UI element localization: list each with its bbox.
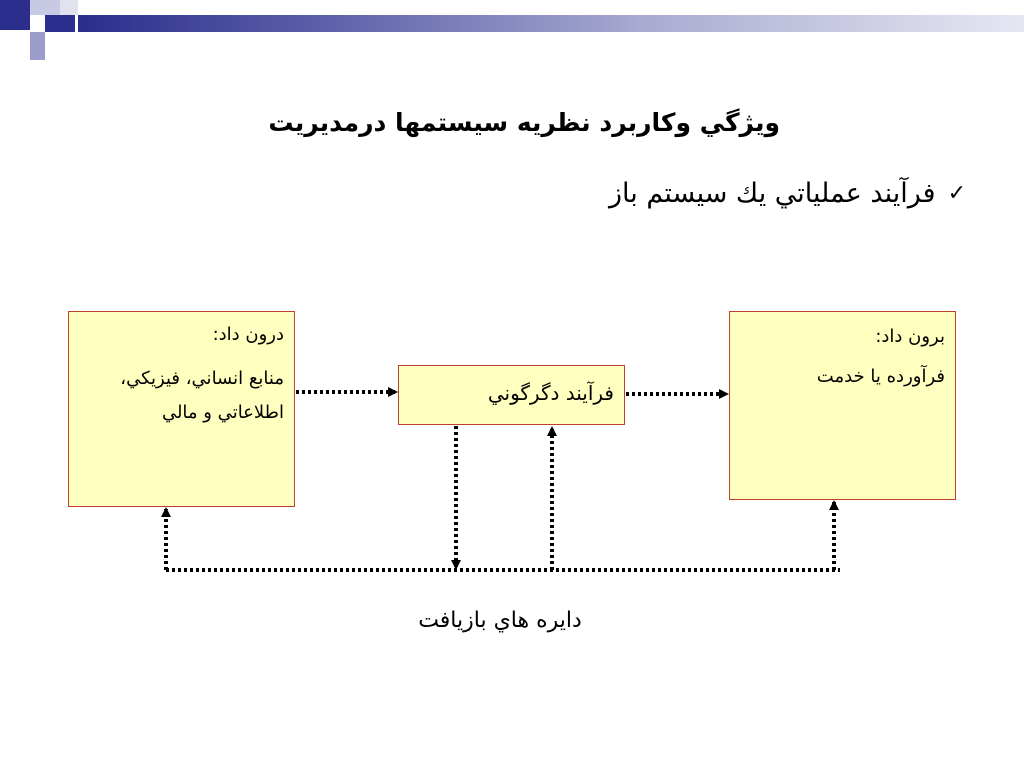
output-box-heading: برون داد: — [875, 326, 945, 347]
process-box — [398, 365, 625, 425]
input-box-heading: درون داد: — [212, 324, 284, 345]
bullet-text: فرآيند عملياتي يك سيستم باز — [609, 178, 936, 209]
check-icon: ✓ — [947, 180, 966, 206]
output-box — [729, 311, 956, 500]
slide-title: ويژگي وكاربرد نظريه سيستمها درمديريت — [268, 108, 780, 137]
input-box — [68, 311, 295, 507]
input-box-body — [75, 362, 284, 430]
process-box-label: فرآيند دگرگوني — [487, 381, 614, 405]
input-box-line-1: منابع انساني، فيزيكي، — [120, 368, 284, 389]
output-box-body: فرآورده يا خدمت — [816, 366, 945, 387]
input-box-line-2: اطلاعاتي و مالي — [161, 402, 284, 423]
feedback-caption: دايره هاي بازيافت — [418, 608, 582, 633]
